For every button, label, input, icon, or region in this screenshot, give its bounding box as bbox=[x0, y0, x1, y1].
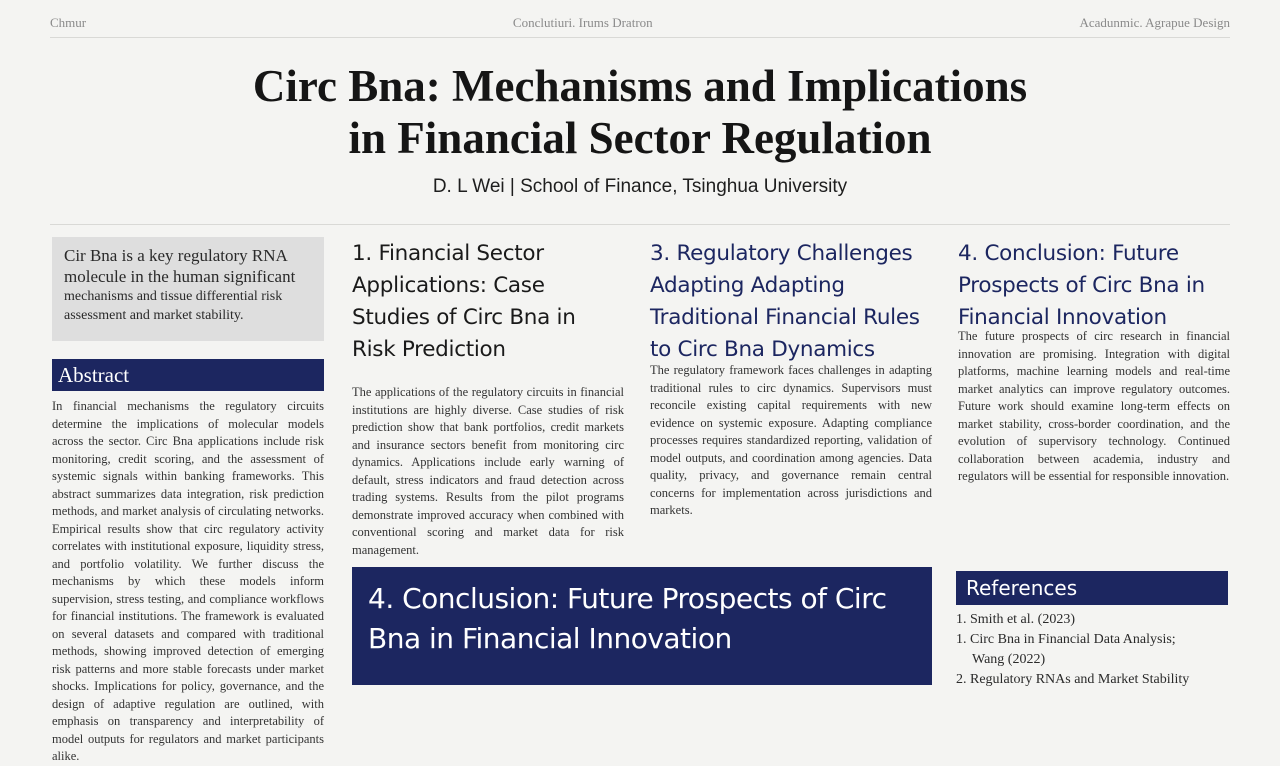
reference-item: 1. Smith et al. (2023) bbox=[956, 612, 1075, 627]
paper-title-line-1: Circ Bna: Mechanisms and Implications bbox=[252, 61, 1028, 111]
lead-line-2: molecule in the human significant bbox=[64, 267, 296, 286]
section-4-body: The future prospects of circ research in financial innovation are promising. Integration with digital platforms, machine learning models and real-time market analytics can improve regulatory outcomes. Future work should examine long-term effects on market stability, cross-border coordination, and the evolution of supervisory technology. Continued collaboration between academia, industry and regulators will be essential for responsible innovation. bbox=[958, 329, 1230, 483]
paper-title-line-2: in Financial Sector Regulation bbox=[348, 113, 932, 163]
lead-line-3: mechanisms and tissue differential risk bbox=[64, 289, 283, 304]
running-header bbox=[50, 10, 1230, 36]
section-3-body: The regulatory framework faces challenges in adapting traditional rules to circ dynamics. Supervisors must reconcile existing capital requirements with new evidence on systemic exposure. Adapting compliance processes requires standardized reporting, validation of model outputs, and coordination among agencies. Data quality, privacy, and governance remain central concerns for implementation across jurisdictions and markets. bbox=[650, 363, 932, 517]
section-1-body: The applications of the regulatory circuits in financial institutions are highly diverse. Case studies of risk prediction show that bank portfolios, credit markets and insurance sectors benefit from monitoring circ dynamics. Applications include early warning of default, stress indicators and fraud detection across trading systems. Results from the pilot programs demonstrate improved accuracy when combined with conventional scoring and market data for risk management. bbox=[352, 385, 624, 557]
running-header-center: Conclutiuri. Irums Dratron bbox=[512, 15, 653, 30]
references-heading: References bbox=[956, 571, 1228, 605]
header-divider bbox=[50, 37, 1230, 38]
reference-item: 2. Regulatory RNAs and Market Stability bbox=[956, 672, 1190, 687]
paper-title bbox=[0, 60, 1280, 164]
conclusion-callout-line-1: 4. Conclusion: Future Prospects of Circ bbox=[368, 582, 887, 615]
lead-summary-box bbox=[52, 237, 324, 341]
author-line: D. L Wei | School of Finance, Tsinghua University bbox=[432, 176, 848, 197]
lead-line-4: assessment and market stability. bbox=[64, 308, 244, 323]
references-list bbox=[956, 610, 1236, 690]
title-divider bbox=[50, 224, 1230, 225]
section-1-heading: 1. Financial Sector Applications: Case Studies of Circ Bna in Risk Prediction bbox=[352, 241, 576, 362]
running-header-left: Chmur bbox=[50, 15, 87, 30]
abstract-heading: Abstract bbox=[52, 359, 324, 391]
lead-line-1: Cir Bna is a key regulatory RNA bbox=[64, 246, 288, 265]
running-header-right: Acadunmic. Agrapue Design bbox=[1079, 15, 1230, 30]
conclusion-callout bbox=[352, 567, 932, 685]
reference-item: Wang (2022) bbox=[972, 652, 1046, 667]
conclusion-callout-line-2: Bna in Financial Innovation bbox=[368, 622, 732, 655]
section-4-heading: 4. Conclusion: Future Prospects of Circ Bna in Financial Innovation bbox=[958, 241, 1205, 330]
reference-item: 1. Circ Bna in Financial Data Analysis; bbox=[956, 632, 1176, 647]
section-3-heading: 3. Regulatory Challenges Adapting Adapting Traditional Financial Rules to Circ Bna Dynamics bbox=[650, 241, 920, 362]
abstract-body: In financial mechanisms the regulatory circuits determine the implications of molecular models across the sector. Circ Bna applications include risk monitoring, credit scoring, and the assessment of systemic signals within banking frameworks. This abstract summarizes data integration, risk prediction methods, and market analysis of circulating networks. Empirical results show that circ regulatory activity correlates with institutional exposure, liquidity stress, and portfolio volatility. We further discuss the mechanisms by which these models inform supervision, stress testing, and compliance workflows for financial institutions. The framework is evaluated on several datasets and compared with traditional methods, showing improved detection of emerging risk patterns and more stable forecasts under market shocks. Implications for policy, governance, and the design of adaptive regulation are outlined, with emphasis on transparency and interpretability of model outputs for regulators and market participants alike. bbox=[52, 399, 324, 763]
